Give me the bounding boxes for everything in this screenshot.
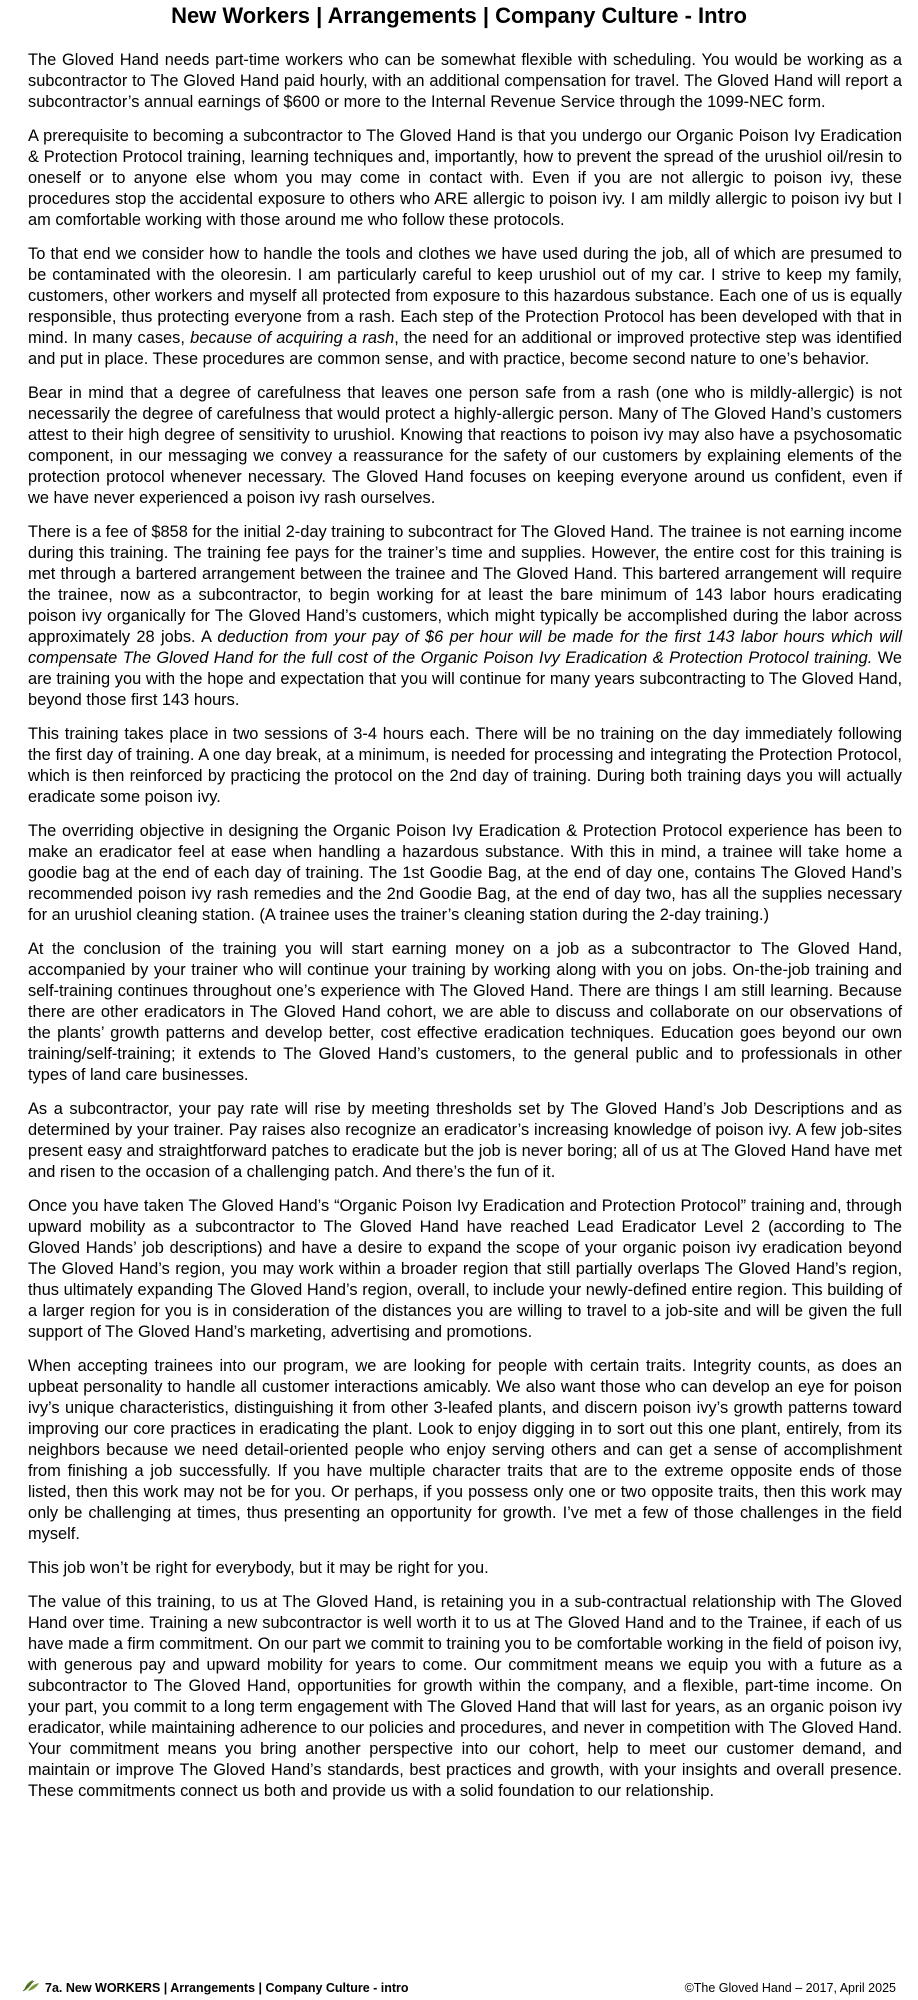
paragraph-text: To that end we consider how to handle the tools and clothes we have used during the job, all of which are presumed to be contaminated with the oleoresin. I am particularly careful to keep urushiol out of my car. I strive to keep my family, customers, other workers and myself all protected from exposure to this hazardous substance. Each one of us is equally responsible, thus protecting everyone from a rash. Each step of the Protection Protocol has been developed with that in mind. In many cases,: [28, 245, 902, 347]
document-body: [28, 50, 902, 1815]
paragraph-goodie-bags: The overriding objective in designing the Organic Poison Ivy Eradication & Protection Protocol experience has been to make an eradicator feel at ease when handling a hazardous substance. With this in mind, a trainee will take home a goodie bag at the end of each day of training. The 1st Goodie Bag, at the end of day one, contains The Gloved Hand’s recommended poison ivy rash remedies and the 2nd Goodie Bag, at the end of day two, has all the supplies necessary for an urushiol cleaning station. (A trainee uses the trainer’s cleaning station during the 2-day training.): [28, 822, 902, 924]
footer-copyright: ©The Gloved Hand – 2017, April 2025: [684, 1981, 896, 1995]
page-footer: [22, 1978, 896, 1998]
footer-label: 7a. New WORKERS | Arrangements | Company Culture - intro: [45, 1981, 409, 1995]
leaf-logo-icon: [22, 1978, 45, 1998]
paragraph-commitment-value: The value of this training, to us at The Gloved Hand, is retaining you in a sub-contractual relationship with The Gloved Hand over time. Training a new subcontractor is well worth it to us at The Gloved Hand and to the Trainee, if each of us have made a firm commitment. On our part we commit to training you to be comfortable working in the field of poison ivy, with generous pay and upward mobility for years to come. Our commitment means we equip you with a future as a subcontractor to The Gloved Hand, opportunities for growth within the company, and a flexible, part-time income. On your part, you commit to a long term engagement with The Gloved Hand that will last for years, as an organic poison ivy eradicator, while maintaining adherence to our policies and procedures, and never in competition with The Gloved Hand. Your commitment means you bring another perspective into our cohort, help to meet our customer demand, and maintain or improve The Gloved Hand’s standards, best practices and growth, with your insights and overall presence. These commitments connect us both and provide us with a solid foundation to our relationship.: [28, 1593, 902, 1800]
paragraph-training-sessions: This training takes place in two sessions of 3-4 hours each. There will be no training on the day immediately following the first day of training. A one day break, at a minimum, is needed for processing and integrating the Protection Protocol, which is then reinforced by practicing the protocol on the 2nd day of training. During both training days you will actually eradicate some poison ivy.: [28, 725, 902, 806]
paragraph-region-expansion: Once you have taken The Gloved Hand’s “Organic Poison Ivy Eradication and Protection Protocol” training and, through upward mobility as a subcontractor to The Gloved Hand have reached Lead Eradicator Level 2 (according to The Gloved Hands’ job descriptions) and have a desire to expand the scope of your organic poison ivy eradication beyond The Gloved Hand’s region, you may work within a broader region that still partially overlaps The Gloved Hand’s region, thus ultimately expanding The Gloved Hand’s region, overall, to include your newly-defined entire region. This building of a larger region for you is in consideration of the distances you are willing to travel to a job-site and will be given the full support of The Gloved Hand’s marketing, advertising and promotions.: [28, 1197, 902, 1341]
paragraph-fit-statement: This job won’t be right for everybody, but it may be right for you.: [28, 1559, 489, 1577]
paragraph-contamination-handling: [28, 244, 902, 370]
emphasis-text: because of acquiring a rash: [190, 329, 395, 347]
paragraph-training-prerequisite: A prerequisite to becoming a subcontractor to The Gloved Hand is that you undergo our Organic Poison Ivy Eradication & Protection Protocol training, learning techniques and, importantly, how to prevent the spread of the urushiol oil/resin to oneself or to anyone else whom you may come in contact with. Even if you are not allergic to poison ivy, these procedures stop the accidental exposure to others who ARE allergic to poison ivy. I am mildly allergic to poison ivy but I am comfortable working with those around me who follow these protocols.: [28, 127, 902, 229]
emphasis-text: deduction from your pay of $6 per hour will be made for the first 143 labor hours which will compensate The Gloved Hand for the full cost of the Organic Poison Ivy Eradication & Protection Protocol training.: [28, 628, 902, 667]
page-title: New Workers | Arrangements | Company Culture - Intro: [171, 3, 747, 28]
paragraph-text: , the need for an additional or improved protective step was identified and put in place. These procedures are common sense, and with practice, become second nature to one’s behavior.: [28, 329, 902, 368]
paragraph-text: We are training you with the hope and expectation that you will continue for many years subcontracting to The Gloved Hand, beyond those first 143 hours.: [28, 649, 903, 709]
paragraph-trainee-traits: When accepting trainees into our program, we are looking for people with certain traits. Integrity counts, as does an upbeat personality to handle all customer interactions amicably. We also want those who can develop an eye for poison ivy’s unique characteristics, distinguishing it from other 3-leafed plants, and discern poison ivy’s growth patterns toward improving our core practices in eradicating the plant. Look to enjoy digging in to sort out this one plant, entirely, from its neighbors because we need detail-oriented people who enjoy serving others and can get a sense of accomplishment from finishing a job successfully. If you have multiple character traits that are to the extreme opposite ends of those listed, then this work may not be for you. Or perhaps, if you possess only one or two opposite traits, then this work may only be challenging at times, thus presenting an opportunity for growth. I’ve met a few of those challenges in the field myself.: [28, 1357, 902, 1543]
paragraph-employment-terms: The Gloved Hand needs part-time workers who can be somewhat flexible with scheduling. You would be working as a subcontractor to The Gloved Hand paid hourly, with an additional compensation for travel. The Gloved Hand will report a subcontractor’s annual earnings of $600 or more to the Internal Revenue Service through the 1099-NEC form.: [28, 51, 902, 111]
footer-section-label: [22, 1978, 409, 1998]
paragraph-on-the-job-training: At the conclusion of the training you will start earning money on a job as a subcontractor to The Gloved Hand, accompanied by your trainer who will continue your training by working along with you on jobs. On-the-job training and self-training continues throughout one’s experience with The Gloved Hand. There are things I am still learning. Because there are other eradicators in The Gloved Hand cohort, we are able to discuss and collaborate on our observations of the plants’ growth patterns and develop better, cost effective eradication techniques. Education goes beyond our own training/self-training; it extends to The Gloved Hand’s customers, to the general public and to professionals in other types of land care businesses.: [28, 940, 902, 1084]
paragraph-training-fee: [28, 522, 902, 711]
paragraph-allergy-sensitivity: Bear in mind that a degree of carefulness that leaves one person safe from a rash (one who is mildly-allergic) is not necessarily the degree of carefulness that would protect a highly-allergic person. Many of The Gloved Hand’s customers attest to their high degree of sensitivity to urushiol. Knowing that reactions to poison ivy may also have a psychosomatic component, in our messaging we convey a reassurance for the safety of our customers by explaining elements of the protection protocol whenever necessary. The Gloved Hand focuses on keeping everyone around us confident, even if we have never experienced a poison ivy rash ourselves.: [28, 384, 902, 507]
paragraph-text: There is a fee of $858 for the initial 2-day training to subcontract for The Gloved Hand. The trainee is not earning income during this training. The training fee pays for the trainer’s time and supplies. However, the entire cost for this training is met through a bartered arrangement between the trainee and The Gloved Hand. This bartered arrangement will require the trainee, now as a subcontractor, to begin working for at least the bare minimum of 143 labor hours eradicating poison ivy organically for The Gloved Hand’s customers, which might typically be accomplished during the labor across approximately 28 jobs. A: [28, 523, 902, 646]
paragraph-pay-rate: As a subcontractor, your pay rate will rise by meeting thresholds set by The Gloved Hand’s Job Descriptions and as determined by your trainer. Pay raises also recognize an eradicator’s increasing knowledge of poison ivy. A few job-sites present easy and straightforward patches to eradicate but the job is never boring; all of us at The Gloved Hand have met and risen to the occasion of a challenging patch. And there’s the fun of it.: [28, 1100, 902, 1181]
